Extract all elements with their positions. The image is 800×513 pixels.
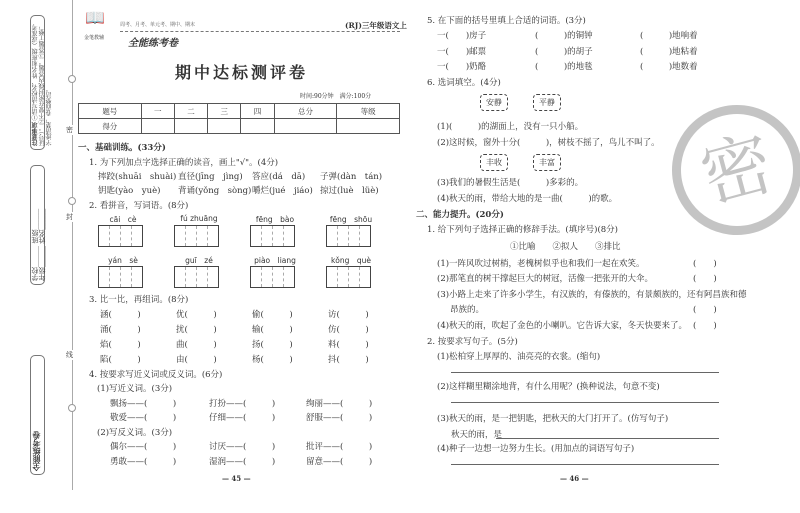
writing-grid[interactable] <box>98 225 143 247</box>
rhetoric-item: 昂族的。 <box>450 305 485 315</box>
class-label: 班级 <box>31 229 39 244</box>
notice-box <box>30 15 53 150</box>
student-info-box: 学校______ 班级______ 年级______ 姓名______ <box>30 165 45 285</box>
question-4b: (2)写反义词。(3分) <box>97 428 173 438</box>
question-1: 1. 为下列加点字选择正确的读音，画上"√"。(4分) <box>89 158 279 168</box>
table-cell: 二 <box>174 104 207 119</box>
sentence-question: 2. 按要求写句子。(5分) <box>427 337 518 347</box>
q1-item[interactable]: 钥匙(yào yuè) <box>98 186 161 196</box>
rhetoric-item: (4)秋天的雨，吹起了金色的小喇叭。它告诉大家，冬天快要来了。 <box>437 321 688 331</box>
q3-item[interactable]: 扬( ) <box>252 340 293 350</box>
q3-item[interactable]: 优( ) <box>176 310 217 320</box>
binding-hole <box>68 75 76 83</box>
q3-item[interactable]: 访( ) <box>328 310 369 320</box>
q4-item[interactable]: 打扮——( ) <box>209 399 276 409</box>
q3-item[interactable]: 扰( ) <box>176 325 217 335</box>
page-number: — 45 — <box>222 474 251 483</box>
writing-grid[interactable] <box>326 225 371 247</box>
q5-item[interactable]: ( )地数着 <box>640 62 698 72</box>
q5-item[interactable]: 一( )房子 <box>437 31 487 41</box>
sentence-prefix: 秋天的雨，是 <box>451 430 503 440</box>
score-input[interactable] <box>208 119 241 134</box>
q4-item[interactable]: 敬爱——( ) <box>110 413 177 423</box>
writing-grid[interactable] <box>174 225 219 247</box>
q4-item[interactable]: 讨厌——( ) <box>209 442 276 452</box>
seal-char: 密 <box>66 126 73 134</box>
q4-item[interactable]: 留意——( ) <box>306 457 373 467</box>
pinyin: guī zé <box>185 256 213 265</box>
q3-item[interactable]: 陷( ) <box>100 355 141 365</box>
q3-item[interactable]: 抖( ) <box>328 355 369 365</box>
q3-item[interactable]: 料( ) <box>328 340 369 350</box>
section-2-heading: 二、能力提升。(20分) <box>416 210 504 220</box>
question-2: 2. 看拼音，写词语。(8分) <box>89 201 189 211</box>
notice-title: 注意事项 <box>32 122 39 146</box>
page-number: — 46 — <box>560 474 589 483</box>
table-cell: 一 <box>141 104 174 119</box>
header-grade: (RJ)三年级语文上 <box>345 21 407 30</box>
pinyin: cāi cè <box>109 215 137 224</box>
time-score: 时间:90分钟 满分:100分 <box>300 93 372 100</box>
q3-item[interactable]: 由( ) <box>176 355 217 365</box>
binding-hole <box>68 404 76 412</box>
q6-sentence[interactable]: (2)这时候，窗外十分( )，树枝不摇了，鸟儿不叫了。 <box>437 138 660 148</box>
answer-line[interactable] <box>451 402 719 403</box>
word-box: 平静 <box>533 94 561 111</box>
q3-item[interactable]: 仿( ) <box>328 325 369 335</box>
q5-item[interactable]: ( )的胡子 <box>535 47 593 57</box>
word-box: 安静 <box>480 94 508 111</box>
writing-grid[interactable] <box>98 266 143 288</box>
word-box: 丰收 <box>480 154 508 171</box>
pinyin: kǒng què <box>330 256 372 265</box>
q5-item[interactable]: ( )地粘着 <box>640 47 698 57</box>
writing-grid[interactable] <box>326 266 371 288</box>
table-cell: 得分 <box>79 119 142 134</box>
score-input[interactable] <box>274 119 337 134</box>
q5-item[interactable]: 一( )奶酪 <box>437 62 487 72</box>
sentence-task: (3)秋天的雨，是一把钥匙，把秋天的大门打开了。(仿写句子) <box>437 414 669 424</box>
q4-item[interactable]: 绚丽——( ) <box>306 399 373 409</box>
word-box: 丰富 <box>533 154 561 171</box>
q3-item[interactable]: 涌( ) <box>100 325 141 335</box>
answer-blank[interactable]: ( ) <box>693 321 717 331</box>
table-cell: 总分 <box>274 104 337 119</box>
q4-item[interactable]: 勇敢——( ) <box>110 457 177 467</box>
q1-item[interactable]: 子弹(dàn tán) <box>320 172 383 182</box>
seal-char: 封 <box>66 213 73 221</box>
rhetoric-question: 1. 给下列句子选择正确的修辞手法。(填序号)(8分) <box>427 225 618 235</box>
q5-item[interactable]: ( )地响着 <box>640 31 698 41</box>
table-cell: 四 <box>241 104 274 119</box>
writing-grid[interactable] <box>250 225 295 247</box>
q1-item[interactable]: 掠过(luè lüè) <box>320 186 379 196</box>
notice-text: ①请写清校名、姓名和班级（或准考证号）。②不要在密封线内答题。③答题工整，字迹清楚，卷面整洁。 <box>32 23 53 146</box>
q4-item[interactable]: 仔细——( ) <box>209 413 276 423</box>
q5-item[interactable]: ( )的地毯 <box>535 62 593 72</box>
brand-title: 全能练考卷 <box>128 38 178 49</box>
sentence-task: (4)种子一边想一边努力生长。(用加点的词语写句子) <box>437 444 635 454</box>
answer-line[interactable] <box>451 372 719 373</box>
q4-item[interactable]: 批评——( ) <box>306 442 373 452</box>
header-exams: 周考、月考、单元考、期中、期末 <box>120 22 196 28</box>
q6-sentence[interactable]: (4)秋天的雨，带给大地的是一曲( )的歌。 <box>437 194 618 204</box>
q4-item[interactable]: 舒服——( ) <box>306 413 373 423</box>
binding-hole <box>68 197 76 205</box>
q1-item[interactable]: 答应(dá dā) <box>252 172 306 182</box>
answer-line[interactable] <box>451 464 719 465</box>
seal-line <box>72 0 73 490</box>
question-5: 5. 在下面的括号里填上合适的词语。(3分) <box>427 16 586 26</box>
q4-item[interactable]: 偶尔——( ) <box>110 442 177 452</box>
pinyin: fēng bào <box>255 215 295 224</box>
question-4: 4. 按要求写近义词或反义词。(6分) <box>89 370 223 380</box>
q3-item[interactable]: 输( ) <box>252 325 293 335</box>
rhetoric-item: (2)那笔直的树干撑起巨大的树冠，活像一把张开的大伞。 <box>437 274 654 284</box>
score-input[interactable] <box>337 119 400 134</box>
score-input[interactable] <box>141 119 174 134</box>
q3-item[interactable]: 焰( ) <box>100 340 141 350</box>
score-input[interactable] <box>174 119 207 134</box>
q3-item[interactable]: 杨( ) <box>252 355 293 365</box>
q3-item[interactable]: 曲( ) <box>176 340 217 350</box>
question-3: 3. 比一比，再组词。(8分) <box>89 295 189 305</box>
header-divider <box>120 31 400 32</box>
seal-stamp: 密 <box>657 90 800 249</box>
question-6: 6. 选词填空。(4分) <box>427 78 501 88</box>
q5-item[interactable]: 一( )邮票 <box>437 47 487 57</box>
q4-item[interactable]: 飘扬——( ) <box>110 399 177 409</box>
score-input[interactable] <box>241 119 274 134</box>
table-cell: 题号 <box>79 104 142 119</box>
brand-vertical: 全能练考卷 <box>31 431 41 471</box>
seal-char: 线 <box>66 351 73 359</box>
q5-item[interactable]: ( )的铜钟 <box>535 31 593 41</box>
sentence-task: (2)这样糊里糊涂地背，有什么用呢？(换种说法，句意不变) <box>437 382 660 392</box>
answer-line[interactable] <box>496 438 719 439</box>
table-cell: 三 <box>208 104 241 119</box>
answer-blank[interactable]: ( ) <box>693 259 717 269</box>
q4-item[interactable]: 湿润——( ) <box>209 457 276 467</box>
writing-grid[interactable] <box>250 266 295 288</box>
page-title: 期中达标测评卷 <box>175 63 309 82</box>
section-1-heading: 一、基础训练。(33分) <box>78 143 166 153</box>
logo-text: 金笔教辅 <box>84 35 105 41</box>
rhetoric-options: ①比喻 ②拟人 ③排比 <box>510 242 621 252</box>
rhetoric-item: (3)小路上走来了许多小学生，有汉族的，有傣族的，有景颇族的，还有阿昌族和德 <box>437 290 747 300</box>
table-cell: 等级 <box>337 104 400 119</box>
school-label: 学校 <box>31 267 39 281</box>
q1-item[interactable]: 直径(jīng jìng) <box>178 172 243 182</box>
answer-blank[interactable]: ( ) <box>693 274 717 284</box>
answer-blank[interactable]: ( ) <box>693 305 717 315</box>
q1-item[interactable]: 背诵(yǒng sòng) <box>178 186 252 196</box>
score-table <box>78 103 400 134</box>
pinyin: yán sè <box>108 256 138 265</box>
q6-sentence[interactable]: (3)我们的暑假生活是( )多彩的。 <box>437 178 584 188</box>
grade-label: 年级 <box>38 267 46 281</box>
q6-sentence[interactable]: (1)( )的湖面上，没有一只小船。 <box>437 122 584 132</box>
brand-box <box>30 355 45 475</box>
pinyin: piào liang <box>254 256 296 265</box>
name-label: 姓名 <box>38 229 46 244</box>
question-4a: (1)写近义词。(3分) <box>97 384 173 394</box>
pinyin: fēng shōu <box>329 215 373 224</box>
rhetoric-item: (1)一阵风吹过树梢，老槐树似乎也和我们一起在欢笑。 <box>437 259 645 269</box>
q3-item[interactable]: 偷( ) <box>252 310 293 320</box>
q1-item[interactable]: 摔跤(shuāi shuài) <box>98 172 177 182</box>
pinyin: fú zhuāng <box>180 214 218 223</box>
writing-grid[interactable] <box>174 266 219 288</box>
q3-item[interactable]: 涵( ) <box>100 310 141 320</box>
q1-item[interactable]: 嚼烂(jué jiáo) <box>252 186 313 196</box>
book-logo-icon: 📖 <box>85 8 105 27</box>
sentence-task: (1)松柏穿上厚厚的、油亮亮的衣裳。(缩句) <box>437 352 601 362</box>
